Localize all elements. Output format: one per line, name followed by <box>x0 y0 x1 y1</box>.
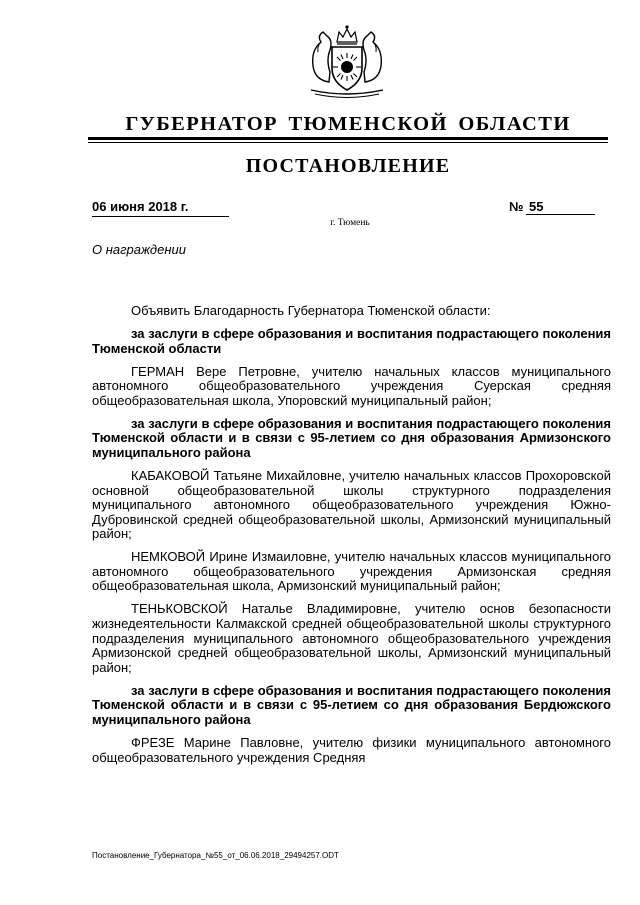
recipient-paragraph: НЕМКОВОЙ Ирине Измаиловне, учителю начальных классов муниципального автономного общеобразовательного учреждения Армизонская средняя общеобразовательная школа, Армизонский муниципальный район; <box>92 549 611 594</box>
header-thick-rule <box>88 137 608 140</box>
recipient-paragraph: ФРЕЗЕ Марине Павловне, учителю физики муниципального автономного общеобразовательного учреждения Средняя <box>92 734 611 765</box>
header-thin-rule <box>88 142 608 143</box>
document-number-field <box>509 199 595 216</box>
award-reason-paragraph: за заслуги в сфере образования и воспитания подрастающего поколения Тюменской области и в связи с 95-летием со дня образования Армизонского муниципального района <box>92 415 611 460</box>
recipient-paragraph: КАБАКОВОЙ Татьяне Михайловне, учителю начальных классов Прохоровской основной общеобразовательной школы структурного подразделения муниципального автономного общеобразовательного учреждения Южно-Дубровинской средней общеобразовательной школы, Армизонский муниципальный район; <box>92 467 611 542</box>
number-sign: № <box>509 199 524 214</box>
recipient-paragraph: ТЕНЬКОВСКОЙ Наталье Владимировне, учителю основ безопасности жизнедеятельности Калмакской средней общеобразовательной школы структурного подразделения муниципального автономного общеобразовательного учреждения Армизонской средней общеобразовательной школы, Армизонский муниципальный район; <box>92 601 611 675</box>
award-reason-paragraph: за заслуги в сфере образования и воспитания подрастающего поколения Тюменской области и в связи с 95-летием со дня образования Бердюжского муниципального района <box>92 682 611 727</box>
issuing-authority-title: ГУБЕРНАТОР ТЮМЕНСКОЙ ОБЛАСТИ <box>125 113 571 135</box>
award-reason-paragraph: за заслуги в сфере образования и воспитания подрастающего поколения Тюменской области <box>92 325 611 356</box>
coat-of-arms-emblem <box>299 20 395 100</box>
recipient-paragraph: ГЕРМАН Вере Петровне, учителю начальных классов муниципального автономного общеобразовательного учреждения Суерская средняя общеобразовательная школа, Упоровский муниципальный район; <box>92 363 611 408</box>
document-subject: О награждении <box>92 242 186 257</box>
intro-paragraph: Объявить Благодарность Губернатора Тюменской области: <box>131 303 491 318</box>
footer-filename: Постановление_Губернатора_№55_от_06.06.2018_29494257.ODT <box>92 851 339 860</box>
document-number: 55 <box>526 199 595 215</box>
document-city: г. Тюмень <box>330 218 370 228</box>
document-body <box>92 304 611 765</box>
document-type-title: ПОСТАНОВЛЕНИЕ <box>245 155 451 177</box>
document-date: 06 июня 2018 г. <box>92 199 229 217</box>
